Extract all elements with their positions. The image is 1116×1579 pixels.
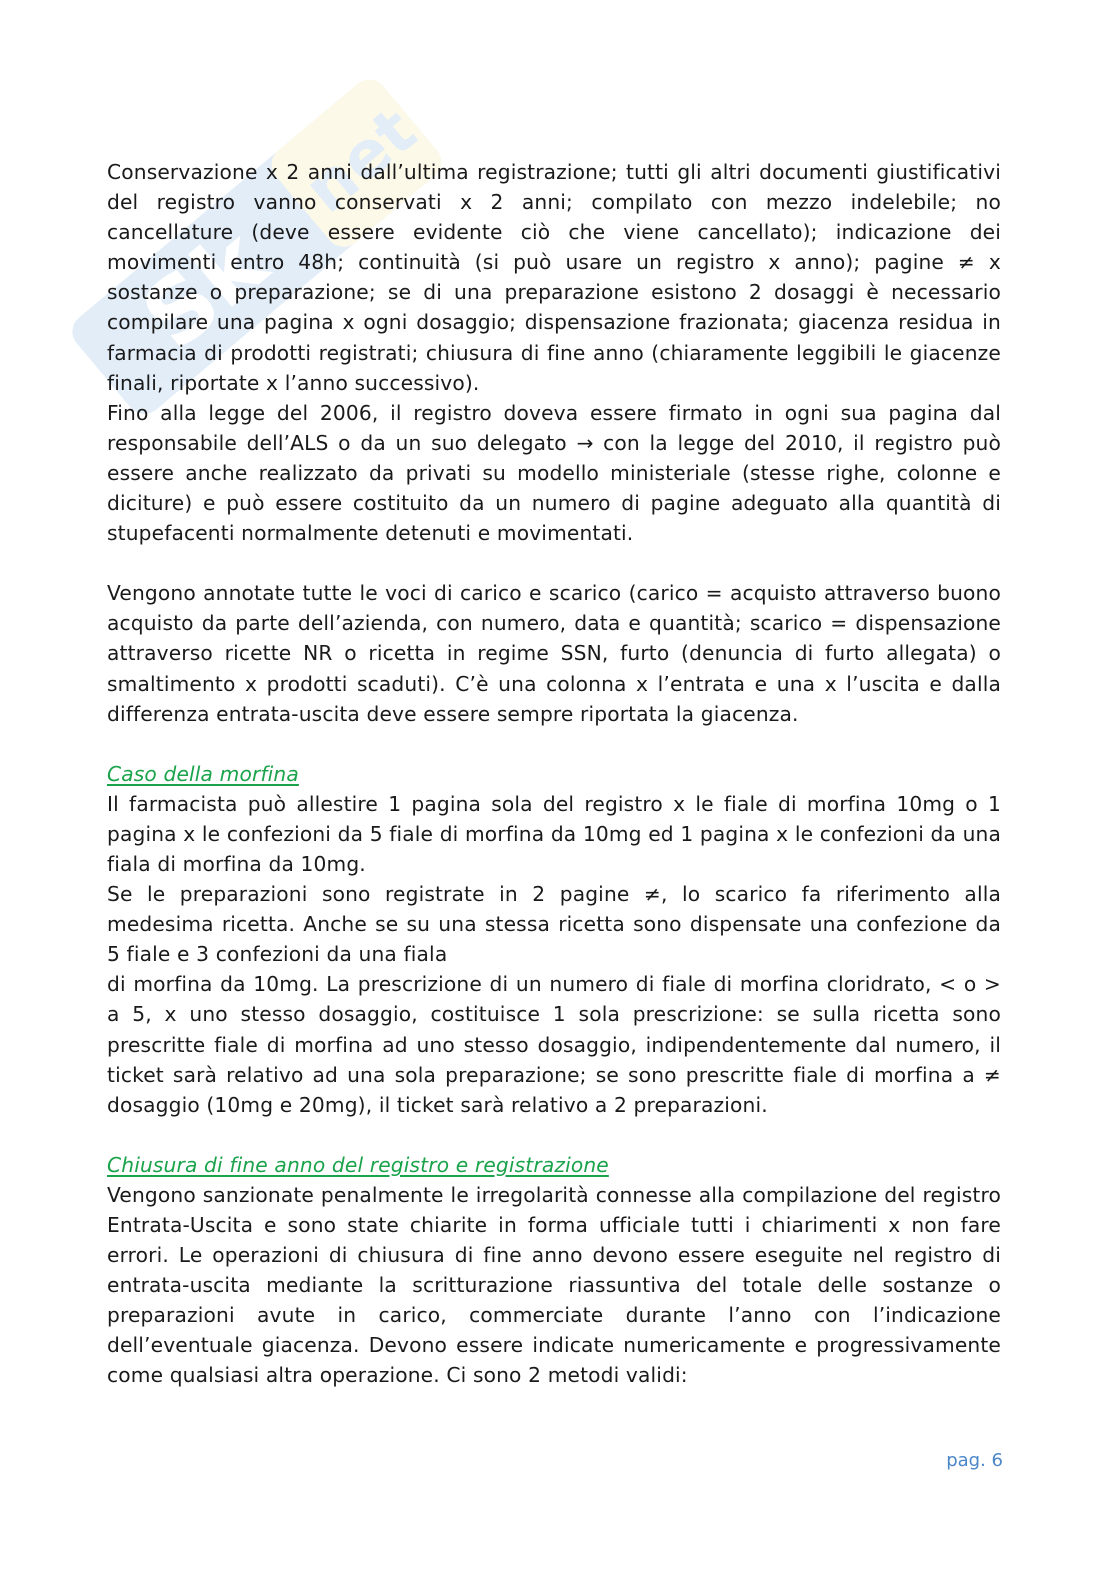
- section-heading-morfina: [107, 759, 1001, 789]
- paragraph-pagina-morfina: Il farmacista può allestire 1 pagina sola del registro x le fiale di morfina 10mg o 1 pagina x le confezioni da 5 fiale di morfina da 10mg ed 1 pagina x le confezioni da una fiala di morfina da 10mg.: [107, 791, 1001, 876]
- section-heading-chiusura-text: Chiusura di fine anno del registro e registrazione: [107, 1152, 609, 1177]
- section-heading-chiusura: [107, 1150, 1001, 1180]
- svg-text:Sk: Sk: [123, 209, 287, 371]
- watermark-text: net: [291, 94, 431, 228]
- paragraph-legge-2006: Fino alla legge del 2006, il registro doveva essere firmato in ogni sua pagina dal responsabile dell’ALS o da un suo delegato → con la legge del 2010, il registro può essere anche realizzato da privati su modello ministeriale (stesse righe, colonne e diciture) e può essere costituito da un numero di pagine adeguato alla quantità di stupefacenti normalmente detenuti e movimentati.: [107, 400, 1001, 546]
- paragraph-spacer: [107, 548, 1001, 578]
- section-heading-morfina-text: Caso della morfina: [107, 761, 299, 786]
- paragraph-conservazione: Conservazione x 2 anni dall’ultima registrazione; tutti gli altri documenti giustificativi del registro vanno conservati x 2 anni; compilato con mezzo indelebile; no cancellature (deve essere evidente ciò che viene cancellato); indicazione dei movimenti entro 48h; continuità (si può usare un registro x anno); pagine ≠ x sostanze o preparazione; se di una preparazione esistono 2 dosaggi è necessario compilare una pagina x ogni dosaggio; dispensazione frazionata; giacenza residua in farmacia di prodotti registrati; chiusura di fine anno (chiaramente leggibili le giacenze finali, riportate x l’anno successivo).: [107, 160, 1001, 395]
- paragraph-spacer: [107, 1120, 1001, 1150]
- paragraph-spacer: [107, 729, 1001, 759]
- page-number: pag. 6: [946, 1450, 1003, 1471]
- paragraph-carico-scarico: Vengono annotate tutte le voci di carico e scarico (carico = acquisto attraverso buono acquisto da parte dell’azienda, con numero, data e quantità; scarico = dispensazione attraverso ricette NR o ricetta in regime SSN, furto (denuncia di furto allegata) o smaltimento x prodotti scaduti). C’è una colonna x l’entrata e una x l’uscita e dalla differenza entrata-uscita deve essere sempre riportata la giacenza.: [107, 581, 1001, 726]
- paragraph-prescrizione: di morfina da 10mg. La prescrizione di un numero di fiale di morfina cloridrato, < o > a 5, x uno stesso dosaggio, costituisce 1 sola prescrizione: se sulla ricetta sono prescritte fiale di morfina ad uno stesso dosaggio, indipendentemente dal numero, il ticket sarà relativo ad una sola preparazione; se sono prescritte fiale di morfina a ≠ dosaggio (10mg e 20mg), il ticket sarà relativo a 2 preparazioni.: [107, 972, 1001, 1117]
- paragraph-chiusura: Vengono sanzionate penalmente le irregolarità connesse alla compilazione del registro Entrata-Uscita e sono state chiarite in forma ufficiale tutti i chiarimenti x non fare errori. Le operazioni di chiusura di fine anno devono essere eseguite nel registro di entrata-uscita mediante la scritturazione riassuntiva del totale delle sostanze o preparazioni avute in carico, commerciate durante l’anno con l’indicazione dell’eventuale giacenza. Devono essere indicate numericamente e progressivamente come qualsiasi altra operazione. Ci sono 2 metodi validi:: [107, 1182, 1001, 1388]
- document-body: [107, 157, 1001, 1391]
- paragraph-preparazioni: Se le preparazioni sono registrate in 2 pagine ≠, lo scarico fa riferimento alla medesima ricetta. Anche se su una stessa ricetta sono dispensate una confezione da 5 fiale e 3 confezioni da una fiala: [107, 882, 1001, 967]
